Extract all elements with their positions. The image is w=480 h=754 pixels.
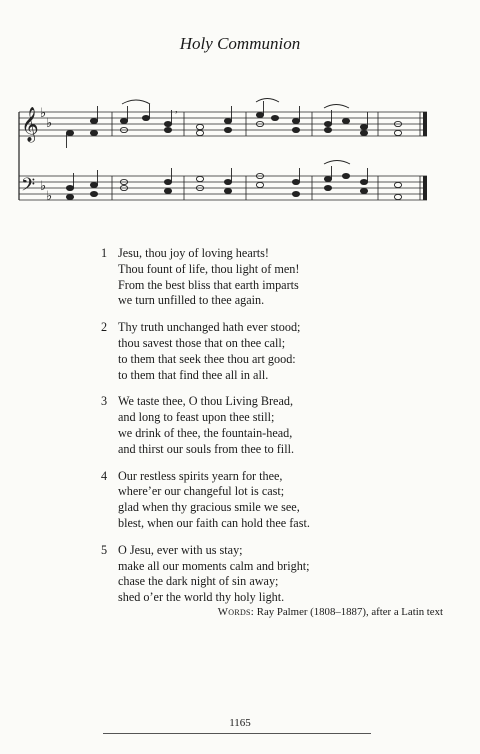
- verse-line: Jesu, thou joy of loving hearts!: [118, 246, 269, 260]
- credit-text: Ray Palmer (1808–1887), after a Latin text: [256, 606, 443, 618]
- verse-line: glad when thy gracious smile we see,: [118, 500, 300, 515]
- verse-line: to them that seek thee thou art good:: [118, 351, 296, 366]
- svg-text:♭: ♭: [40, 179, 47, 194]
- treble-clef: 𝄞: [21, 107, 39, 142]
- verse: [101, 246, 310, 309]
- verse-line: and long to feast upon thee still;: [118, 410, 275, 425]
- svg-text:,: ,: [175, 103, 178, 115]
- verse-line: where’er our changeful lot is cast;: [118, 484, 285, 499]
- bass-clef: 𝄢: [21, 175, 36, 200]
- verse-line: Thou fount of life, thou light of men!: [118, 261, 300, 276]
- verse-line: thou savest those that on thee call;: [118, 335, 286, 350]
- verse-line: shed o’er the world thy holy light.: [118, 590, 285, 605]
- verse-line: O Jesu, ever with us stay;: [118, 542, 243, 557]
- barlines: [112, 112, 378, 200]
- verse-line: blest, when our faith can hold thee fast.: [118, 515, 310, 530]
- verse: [101, 394, 310, 457]
- verse-line: we turn unfilled to thee again.: [118, 293, 265, 308]
- verse-line: make all our moments calm and bright;: [118, 558, 310, 573]
- svg-text:♭: ♭: [40, 106, 47, 121]
- hymn-verses: [101, 246, 310, 617]
- verse-line: and thirst our souls from thee to fill.: [118, 441, 295, 456]
- verse-line: Our restless spirits yearn for thee,: [118, 468, 283, 483]
- verse: [101, 468, 310, 532]
- verse-line: to them that find thee all in all.: [118, 367, 269, 382]
- credit-label: Words:: [217, 606, 255, 618]
- final-barline: [420, 112, 427, 200]
- svg-text:♭: ♭: [46, 116, 53, 131]
- verse-number: 3: [101, 394, 108, 409]
- verse-number: 5: [101, 542, 108, 557]
- words-credit: [218, 606, 443, 618]
- verse-line: Thy truth unchanged hath ever stood;: [118, 320, 301, 335]
- verse-line: we drink of thee, the fountain-head,: [118, 425, 293, 440]
- page-number: 1165: [229, 717, 251, 729]
- hymn-score: [0, 90, 480, 220]
- verse-line: We taste thee, O thou Living Bread,: [118, 394, 294, 409]
- svg-text:♭: ♭: [46, 189, 53, 204]
- verse: [101, 320, 310, 383]
- bottom-rule: [103, 733, 371, 734]
- verse-line: chase the dark night of sin away;: [118, 574, 279, 589]
- verse-number: 2: [101, 320, 108, 335]
- key-signature-treble: [40, 106, 52, 131]
- verse-number: 4: [101, 468, 108, 483]
- verse-line: From the best bliss that earth imparts: [118, 277, 299, 292]
- verse-number: 1: [101, 246, 108, 260]
- section-title: Holy Communion: [179, 34, 301, 53]
- treble-notes: [66, 99, 401, 149]
- verse: [101, 542, 310, 606]
